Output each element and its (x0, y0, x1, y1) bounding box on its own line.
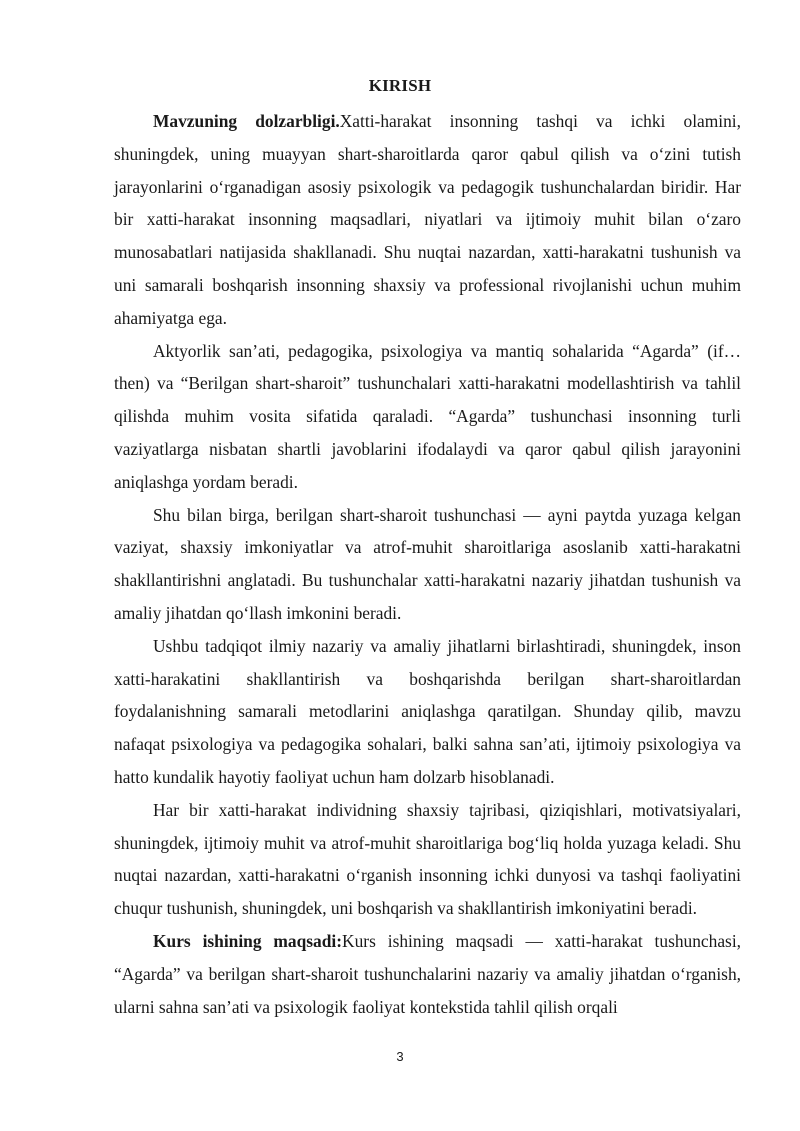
paragraph-lead: Kurs ishining maqsadi: (153, 930, 343, 951)
paragraph-relevance (114, 105, 741, 335)
paragraph (114, 499, 741, 630)
paragraph-text: Xatti-harakat insonning tashqi va ichki olamini, shuningdek, uning muayyan shart-sharoitlarda qaror qabul qilish va o‘zini tutish jarayonlarini o‘rganadigan asosiy psixologik va pedagogik tushunchalardan biridir. Har bir xatti-harakat insonning maqsadlari, niyatlari va ijtimoiy muhit bilan o‘zaro munosabatlari natijasida shakllanadi. Shu nuqtai nazardan, xatti-harakatni tushunish va uni samarali boshqarish insonning shaxsiy va professional rivojlanishi uchun muhim ahamiyatga ega. (114, 111, 741, 328)
paragraph-text: Har bir xatti-harakat individning shaxsiy tajribasi, qiziqishlari, motivatsiyalari, shuningdek, ijtimoiy muhit va atrof-muhit sharoitlariga bog‘liq holda yuzaga keladi. Shu nuqtai nazardan, xatti-harakatni o‘rganish insonning ichki dunyosi va tashqi faoliyatini chuqur tushunish, shuningdek, uni boshqarish va shakllantirish imkoniyatini beradi. (114, 799, 741, 919)
paragraph-lead: Mavzuning dolzarbligi. (153, 111, 340, 131)
paragraph-text: Ushbu tadqiqot ilmiy nazariy va amaliy jihatlarni birlashtiradi, shuningdek, inson xatti-harakatini shakllantirish va boshqarishda berilgan shart-sharoitlardan foydalanishning samarali metodlarini aniqlashga qaratilgan. Shunday qilib, mavzu nafaqat psixologiya va pedagogika sohalari, balki sahna san’ati, ijtimoiy psixologiya va hatto kundalik hayotiy faoliyat uchun ham dolzarb hisoblanadi. (114, 635, 741, 787)
page-number: 3 (396, 1049, 404, 1064)
body-text (114, 105, 741, 1023)
paragraph-text: Kurs ishining maqsadi — xatti-harakat tushunchasi, “Agarda” va berilgan shart-sharoit tushunchalarini nazariy va amaliy jihatdan o‘rganish, ularni sahna san’ati va psixologik faoliyat kontekstida tahlil qilish orqali (114, 930, 741, 1017)
section-heading: KIRISH (368, 76, 432, 95)
paragraph (114, 335, 741, 499)
paragraph-goal (114, 925, 741, 1023)
paragraph (114, 630, 741, 794)
paragraph-text: Shu bilan birga, berilgan shart-sharoit tushunchasi — ayni paytda yuzaga kelgan vaziyat, shaxsiy imkoniyatlar va atrof-muhit sharoitlariga asoslanib xatti-harakatni shakllantirishni anglatadi. Bu tushunchalar xatti-harakatni nazariy jihatdan tushunish va amaliy jihatdan qo‘llash imkonini beradi. (114, 504, 741, 623)
paragraph-text: Aktyorlik san’ati, pedagogika, psixologiya va mantiq sohalarida “Agarda” (if… then) va “Berilgan shart-sharoit” tushunchalari xatti-harakatni modellashtirish va tahlil qilishda muhim vosita sifatida qaraladi. “Agarda” tushunchasi insonning turli vaziyatlarga nisbatan shartli javoblarini ifodalaydi va qaror qabul qilish jarayonini aniqlashga yordam beradi. (114, 340, 741, 492)
paragraph (114, 794, 741, 925)
